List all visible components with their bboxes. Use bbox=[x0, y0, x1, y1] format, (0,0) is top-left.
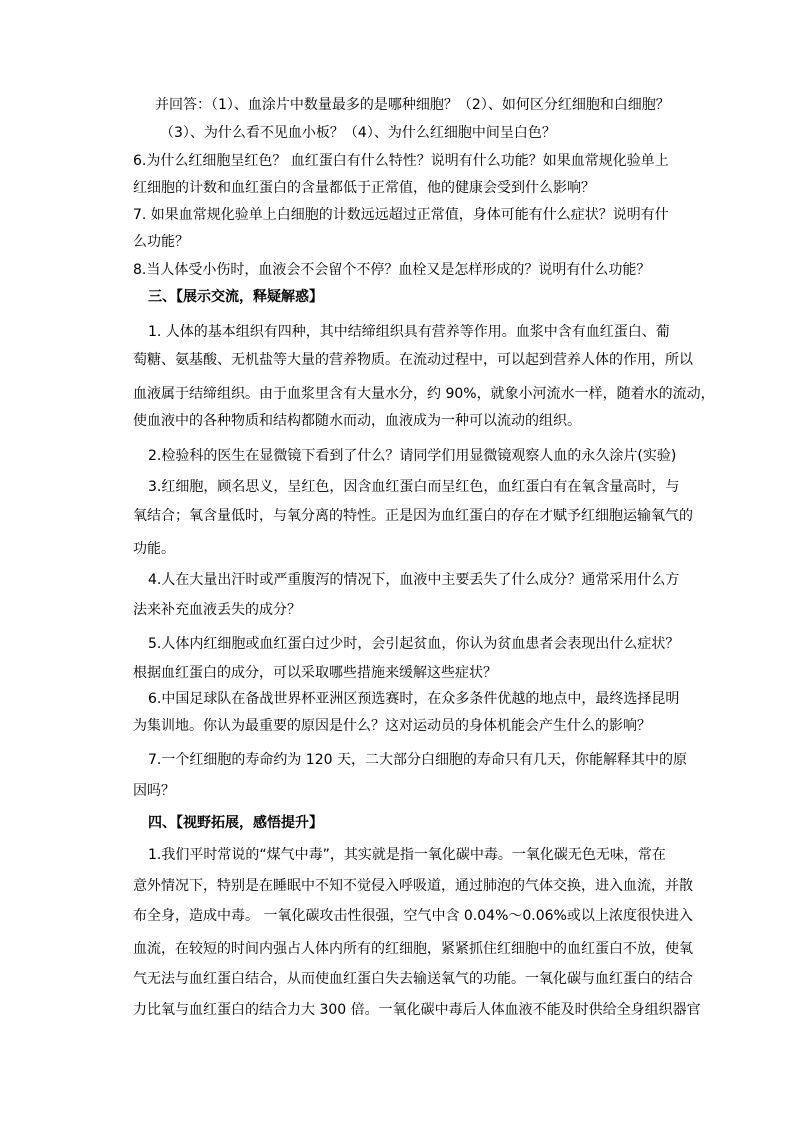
paragraph-line: 4.人在大量出汗时或严重腹泻的情况下，血液中主要丢失了什么成分？通常采用什么方 bbox=[148, 572, 680, 588]
question-text-line: （3）、为什么看不见血小板？（4）、为什么红细胞中间呈白色？ bbox=[160, 125, 556, 141]
paragraph-line: 法来补充血液丢失的成分？ bbox=[133, 602, 301, 618]
paragraph-line: 气无法与血红蛋白结合，从而使血红蛋白失去输送氧气的功能。一氧化碳与血红蛋白的结合 bbox=[133, 971, 693, 987]
paragraph-line: 1.我们平时常说的“煤气中毒”，其实就是指一氧化碳中毒。一氧化碳无色无味，常在 bbox=[148, 847, 666, 863]
paragraph-line: 功能。 bbox=[133, 541, 175, 557]
paragraph-line: 氧结合；氧含量低时，与氧分离的特性。正是因为血红蛋白的存在才赋予红细胞运输氧气的 bbox=[133, 508, 693, 524]
question-text-line: 8.当人体受小伤时，血液会不会留个不停？血栓又是怎样形成的？说明有什么功能？ bbox=[133, 262, 651, 278]
paragraph-line: 6.中国足球队在备战世界杯亚洲区预选赛时，在众多条件优越的地点中，最终选择昆明 bbox=[148, 691, 680, 707]
paragraph-line: 血流，在较短的时间内强占人体内所有的红细胞，紧紧抓住红细胞中的血红蛋白不放，使氧 bbox=[133, 941, 693, 957]
paragraph-line: 布全身，造成中毒。 一氧化碳攻击性很强，空气中含 0.04%～0.06%或以上浓度很快进入 bbox=[133, 908, 693, 924]
question-text-line: 并回答：（1）、血涂片中数量最多的是哪种细胞？（2）、如何区分红细胞和白细胞？ bbox=[155, 97, 670, 113]
section-heading: 四、【视野拓展，感悟提升】 bbox=[148, 815, 323, 831]
paragraph-line: 意外情况下，特别是在睡眠中不知不觉侵入呼吸道，通过肺泡的气体交换，进入血流，并散 bbox=[133, 878, 693, 894]
paragraph-line: 血液属于结缔组织。由于血浆里含有大量水分，约 90%，就象小河流水一样，随着水的流动， bbox=[133, 386, 715, 402]
question-text-line: 6.为什么红细胞呈红色？ 血红蛋白有什么特性？说明有什么功能？如果血常规化验单上 bbox=[133, 153, 669, 169]
paragraph-line: 为集训地。你认为最重要的原因是什么？这对运动员的身体机能会产生什么的影响？ bbox=[133, 718, 651, 734]
paragraph-line: 5.人体内红细胞或血红蛋白过少时，会引起贫血，你认为贫血患者会表现出什么症状？ bbox=[148, 636, 680, 652]
paragraph-line: 2.检验科的医生在显微镜下看到了什么？请同学们用显微镜观察人血的永久涂片(实验) bbox=[148, 448, 677, 464]
question-text-line: 红细胞的计数和血红蛋白的含量都低于正常值，他的健康会受到什么影响？ bbox=[133, 180, 595, 196]
paragraph-line: 3.红细胞，顾名思义，呈红色，因含血红蛋白而呈红色，血红蛋白有在氧含量高时，与 bbox=[148, 479, 680, 495]
section-heading: 三、【展示交流，释疑解惑】 bbox=[148, 289, 323, 305]
paragraph-line: 使血液中的各种物质和结构都随水而动，血液成为一种可以流动的组织。 bbox=[133, 413, 581, 429]
paragraph-line: 因吗？ bbox=[133, 783, 175, 799]
paragraph-line: 萄糖、氨基酸、无机盐等大量的营养物质。在流动过程中，可以起到营养人体的作用，所以 bbox=[133, 352, 693, 368]
paragraph-line: 1. 人体的基本组织有四种，其中结缔组织具有营养等作用。血浆中含有血红蛋白、葡 bbox=[148, 324, 670, 340]
paragraph-line: 根据血红蛋白的成分，可以采取哪些措施来缓解这些症状？ bbox=[133, 665, 497, 681]
question-text-line: 么功能？ bbox=[133, 234, 189, 250]
question-text-line: 7. 如果血常规化验单上白细胞的计数远远超过正常值，身体可能有什么症状？说明有什 bbox=[133, 207, 669, 223]
paragraph-line: 7.一个红细胞的寿命约为 120 天，二大部分白细胞的寿命只有几天，你能解释其中的原 bbox=[148, 752, 687, 768]
paragraph-line: 力比氧与血红蛋白的结合力大 300 倍。一氧化碳中毒后人体血液不能及时供给全身组织器官 bbox=[133, 1002, 701, 1018]
